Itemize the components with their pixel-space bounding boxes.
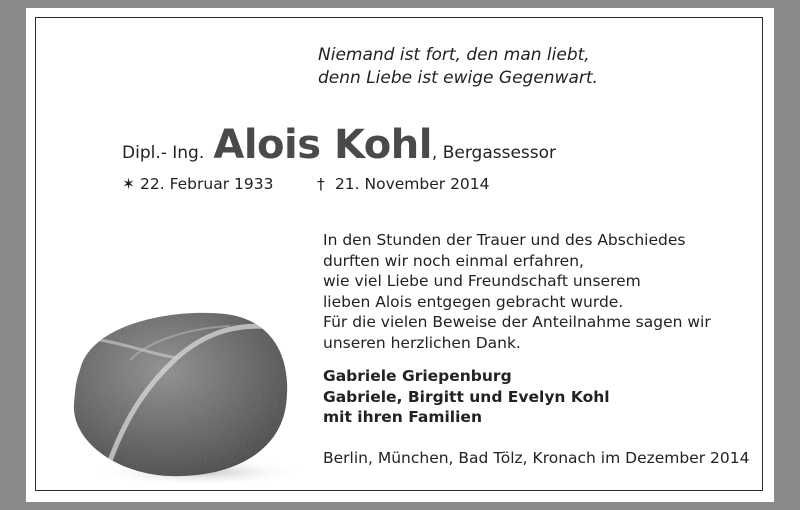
academic-title: Dipl.- Ing. (122, 143, 205, 163)
death-date-text: 21. November 2014 (334, 175, 490, 193)
signer-line: mit ihren Familien (323, 408, 482, 426)
signers (323, 366, 610, 428)
stone-image (60, 300, 300, 490)
deceased-name: Alois Kohl (213, 122, 432, 168)
birth-date (122, 175, 312, 193)
deceased-name-line (122, 122, 556, 168)
message-line: Für die vielen Beweise der Anteilnahme sagen wir (323, 313, 711, 331)
thank-you-message (323, 230, 711, 353)
signer-line: Gabriele, Birgitt und Evelyn Kohl (323, 387, 610, 406)
motto (318, 44, 598, 90)
life-dates (122, 175, 490, 193)
birth-date-text: 22. Februar 1933 (140, 175, 274, 193)
professional-title: , Bergassessor (431, 143, 557, 163)
message-line: In den Stunden der Trauer und des Abschiedes (323, 231, 686, 249)
obituary-card (26, 8, 774, 502)
death-cross-icon: † (316, 175, 325, 193)
motto-line-2: denn Liebe ist ewige Gegenwart. (318, 68, 598, 88)
place-and-date: Berlin, München, Bad Tölz, Kronach im Dezember 2014 (323, 449, 750, 467)
message-line: lieben Alois entgegen gebracht wurde. (323, 292, 624, 311)
message-line: wie viel Liebe und Freundschaft unserem (323, 272, 641, 290)
death-date (317, 175, 490, 193)
birth-star-icon: ✶ (122, 175, 135, 193)
message-line: durften wir noch einmal erfahren, (323, 251, 584, 270)
message-line: unseren herzlichen Dank. (323, 333, 521, 352)
signer-line: Gabriele Griepenburg (323, 367, 512, 385)
motto-line-1: Niemand ist fort, den man liebt, (318, 45, 590, 65)
inner-border (35, 17, 763, 491)
